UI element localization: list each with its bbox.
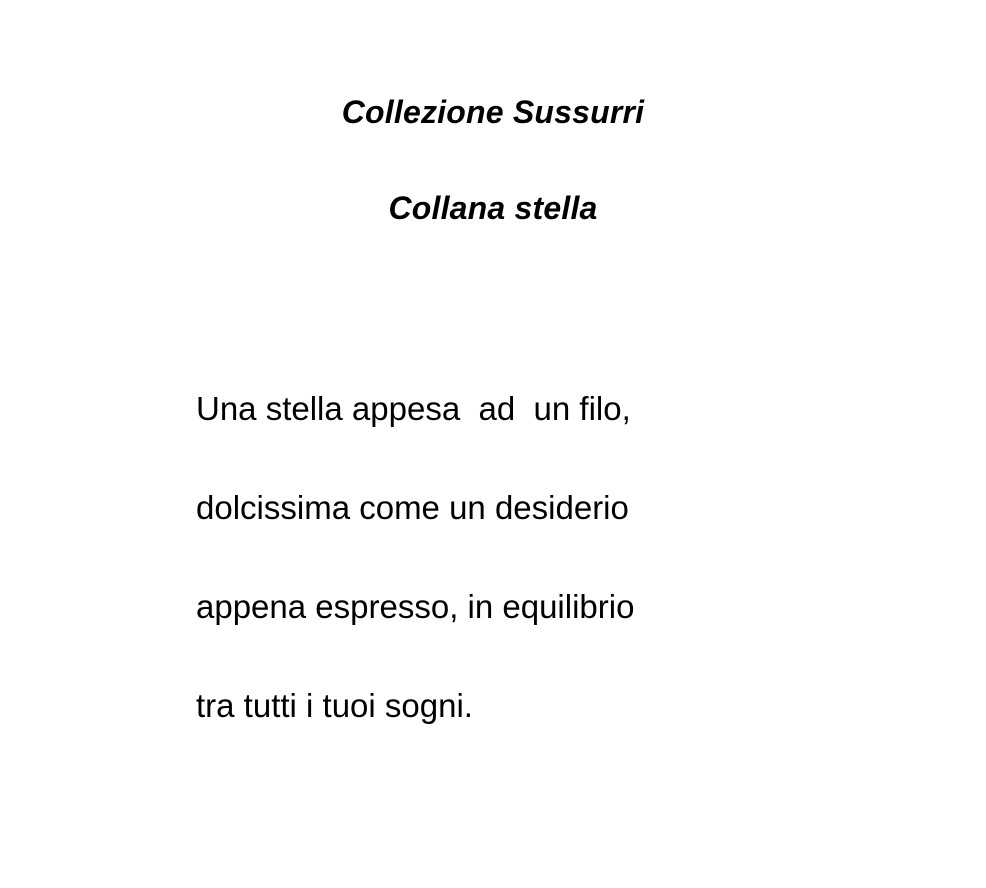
poem-line: tra tutti i tuoi sogni. <box>196 687 473 724</box>
poem-title: Collana stella <box>388 190 598 226</box>
poem-line: dolcissima come un desiderio <box>196 489 629 526</box>
collection-title: Collezione Sussurri <box>341 94 645 130</box>
document-heading-block <box>0 96 986 224</box>
poem-line: appena espresso, in equilibrio <box>196 588 635 625</box>
poem-body <box>196 392 896 722</box>
poem-line: Una stella appesa ad un filo, <box>196 390 631 427</box>
